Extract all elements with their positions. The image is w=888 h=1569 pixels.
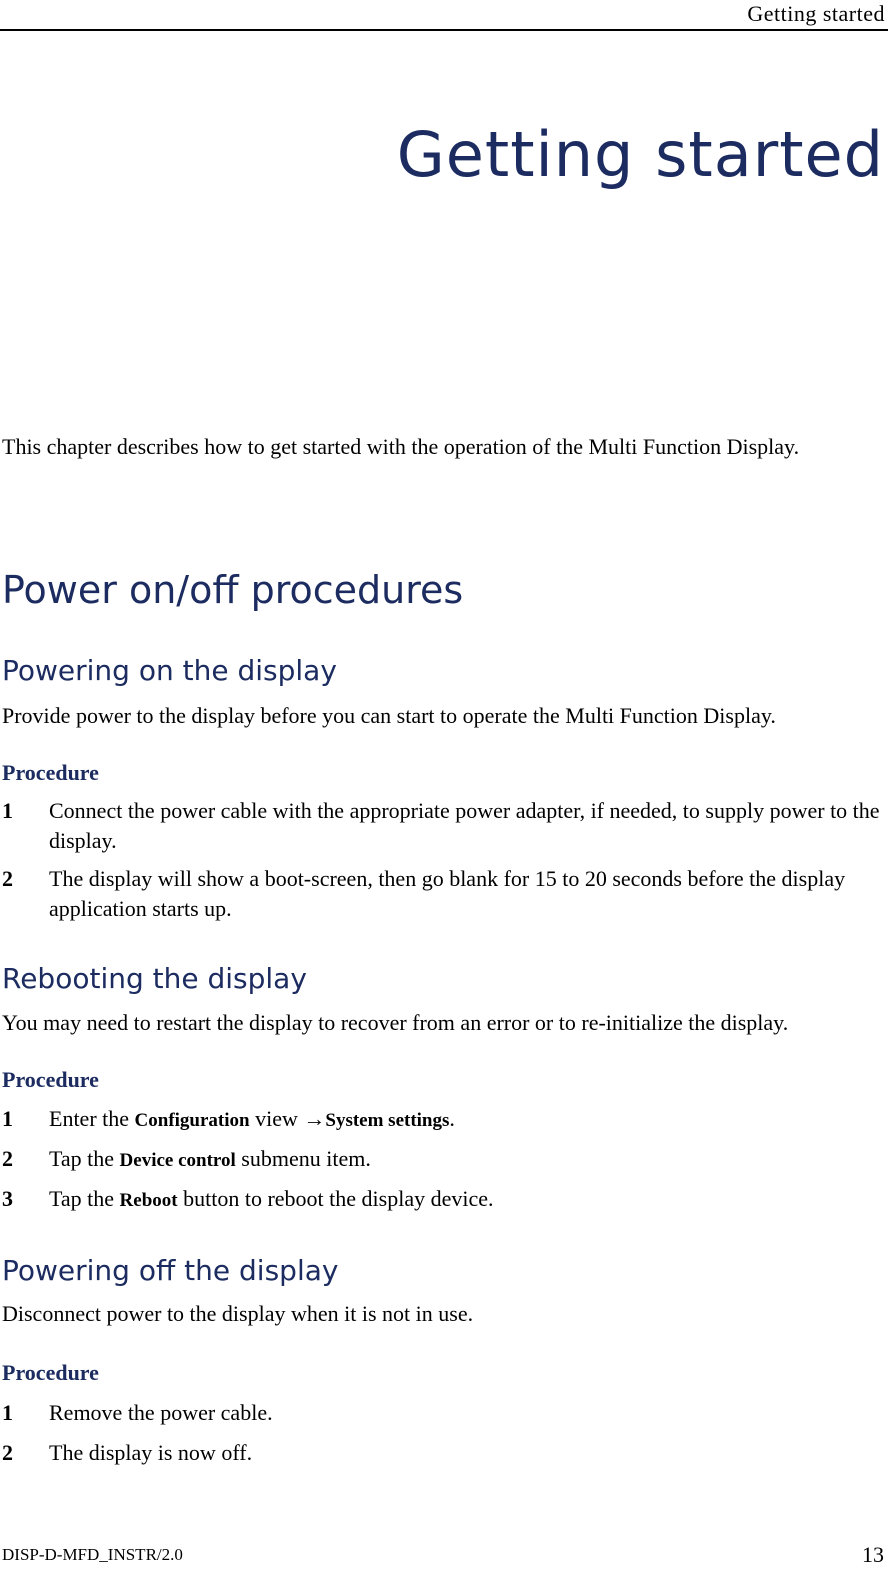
subsection-title-rebooting: Rebooting the display (2, 962, 307, 995)
ui-term-configuration: Configuration (134, 1110, 250, 1131)
procedure-step (2, 864, 882, 924)
rebooting-description: You may need to restart the display to recover from an error or to re-initialize the display. (2, 1010, 789, 1035)
procedure-label: Procedure (2, 1067, 99, 1092)
step-text: Enter the (49, 1106, 135, 1131)
step-text: The display will show a boot-screen, then go blank for 15 to 20 seconds before the display application starts up. (49, 866, 846, 921)
procedure-step (2, 796, 882, 856)
step-number: 2 (2, 866, 13, 891)
step-number: 1 (2, 1106, 13, 1131)
chapter-intro: This chapter describes how to get started with the operation of the Multi Function Display. (2, 434, 800, 459)
section-title-power: Power on/off procedures (2, 568, 464, 612)
step-number: 2 (2, 1146, 13, 1171)
step-text: The display is now off. (49, 1440, 253, 1465)
subsection-title-powering-on: Powering on the display (2, 654, 337, 687)
subsection-title-powering-off: Powering off the display (2, 1254, 339, 1287)
step-number: 2 (2, 1440, 13, 1465)
step-number: 3 (2, 1186, 13, 1211)
procedure-step (2, 1438, 882, 1468)
step-text: button to reboot the display device. (177, 1186, 494, 1211)
step-number: 1 (2, 1400, 13, 1425)
procedure-step (2, 1144, 882, 1176)
powering-off-description: Disconnect power to the display when it is not in use. (2, 1301, 474, 1326)
document-id: DISP-D-MFD_INSTR/2.0 (2, 1545, 183, 1564)
step-text: Tap the (49, 1146, 120, 1171)
step-text: submenu item. (235, 1146, 371, 1171)
chapter-title: Getting started (396, 118, 884, 191)
running-title: Getting started (747, 1, 885, 26)
procedure-label: Procedure (2, 760, 99, 785)
step-text: Tap the (49, 1186, 120, 1211)
step-number: 1 (2, 798, 13, 823)
ui-term-device-control: Device control (119, 1150, 236, 1171)
step-text: Connect the power cable with the appropriate power adapter, if needed, to supply power to the display. (49, 798, 880, 853)
procedure-step (2, 1398, 882, 1428)
header-rule (0, 29, 888, 31)
step-text: view → (249, 1106, 326, 1131)
page-number: 13 (862, 1542, 884, 1567)
procedure-label: Procedure (2, 1360, 99, 1385)
ui-term-reboot: Reboot (119, 1190, 178, 1211)
procedure-step (2, 1104, 882, 1136)
ui-term-system-settings: System settings (325, 1110, 450, 1131)
step-text: Remove the power cable. (49, 1400, 273, 1425)
step-text: . (449, 1106, 455, 1131)
procedure-step (2, 1184, 882, 1216)
powering-on-description: Provide power to the display before you can start to operate the Multi Function Display. (2, 703, 776, 728)
